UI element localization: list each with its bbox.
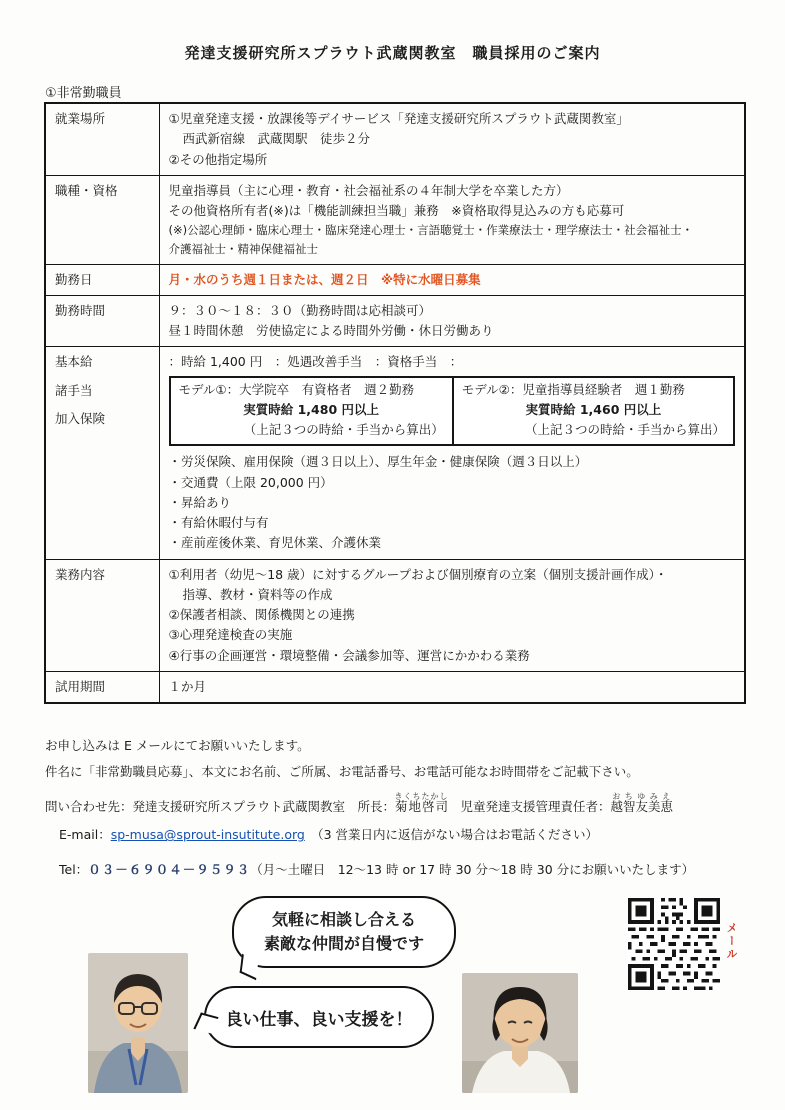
salary-bullet-2: ・交通費（上限 20,000 円）: [168, 474, 333, 490]
salary-bullet-1: ・労災保険、雇用保険（週３日以上）、厚生年金・健康保険（週３日以上）: [168, 454, 588, 470]
qr-label: メール: [725, 922, 738, 961]
wage-model-2-note: （上記３つの時給・手当から算出）: [524, 422, 725, 437]
wage-model-2-title: モデル②：児童指導員経験者 週１勤務: [461, 381, 685, 397]
tel-label: Tel：: [59, 862, 89, 877]
duties-line-1: ①利用者（幼児～18 歳）に対するグループおよび個別療育の立案（個別支援計画作成）・: [168, 566, 668, 582]
workplace-line-3: ②その他指定場所: [168, 151, 268, 167]
workhours-line-1: ９：３０～１８：３０（勤務時間は応相談可）: [168, 302, 432, 318]
email-line: [45, 826, 747, 845]
workhours-line-2: 昼１時間休憩 労使協定による時間外労働・休日労働あり: [168, 323, 494, 338]
director-furigana: きくちたかし: [394, 791, 449, 801]
table-row-salary: [45, 347, 745, 559]
wage-model-1: [171, 378, 452, 445]
workdays-cell: [159, 264, 745, 295]
male-staff-illustration: [88, 953, 188, 1093]
apply-instruction: お申し込みは E メールにてお願いいたします。: [45, 738, 310, 753]
wage-model-1-note: （上記３つの時給・手当から算出）: [243, 422, 444, 437]
table-row-trial: [45, 671, 745, 703]
speech-bubble-motto: [204, 986, 434, 1048]
duties-line-2: 指導、教材・資料等の作成: [182, 586, 333, 602]
salary-bullet-4: ・有給休暇付与有: [168, 515, 269, 530]
duties-line-4: ③心理発達検査の実施: [168, 627, 293, 643]
bubble2-text: 良い仕事、良い支援を！: [225, 1009, 413, 1030]
table-row-jobtype: [45, 175, 745, 264]
inquiry-line: [45, 792, 747, 817]
contact-footer: [45, 737, 747, 887]
tel-number: ０３－６９０４－９５９３: [88, 862, 251, 877]
row-header-salary: [45, 347, 159, 559]
mail-subject-instruction: 件名に「非常勤職員応募」、本文にお名前、ご所属、お電話番号、お電話可能なお時間帯をご記載下さい。: [45, 763, 639, 779]
trial-cell: １か月: [159, 671, 745, 703]
qr-code: [628, 898, 720, 990]
wage-model-1-wage: 実質時給 1,480 円以上: [243, 401, 379, 417]
salary-cell: [159, 347, 745, 559]
section-label-part-time: ①非常勤職員: [45, 86, 122, 101]
duties-line-3: ②保護者相談、関係機関との連携: [168, 607, 355, 622]
jobtype-line-4: 介護福祉士・精神保健福祉士: [168, 241, 318, 256]
table-row-workplace: [45, 103, 745, 175]
email-link[interactable]: sp-musa@sprout-insutitute.org: [110, 827, 305, 843]
female-staff-illustration: [462, 973, 578, 1093]
workplace-cell: [159, 103, 745, 175]
jobtype-line-1: 児童指導員（主に心理・教育・社会福祉系の４年制大学を卒業した方）: [168, 182, 569, 198]
salary-header-insurance: 加入保険: [55, 410, 106, 426]
director-name: 菊地啓司きくちたかし: [394, 791, 449, 814]
staff-photo-male: [88, 953, 188, 1093]
workhours-cell: [159, 295, 745, 347]
row-header-jobtype: 職種・資格: [45, 175, 159, 264]
jobtype-line-2: その他資格所有者(※)は「機能訓練担当職」兼務 ※資格取得見込みの方も応募可: [168, 203, 625, 218]
salary-bullet-3: ・昇給あり: [168, 494, 232, 510]
email-note: （3 営業日内に返信がない場合はお電話ください）: [304, 827, 599, 843]
salary-header-base: 基本給: [55, 354, 93, 370]
workplace-line-1: ①児童発達支援・放課後等デイサービス「発達支援研究所スプラウト武蔵関教室」: [168, 111, 629, 126]
duties-cell: [159, 559, 745, 671]
wage-model-box: [169, 376, 736, 447]
wage-model-2-wage: 実質時給 1,460 円以上: [525, 401, 662, 417]
workdays-highlight-text: 月・水のうち週１日または、週２日 ※特に水曜日募集: [168, 271, 481, 287]
manager-name: 越智友美恵おちゆみえ: [610, 791, 674, 814]
jobtype-cell: [159, 175, 745, 264]
inquiry-middle: 児童発達支援管理責任者：: [448, 798, 611, 814]
row-header-trial: 試用期間: [45, 671, 159, 703]
page-title: 発達支援研究所スプラウト武蔵関教室 職員採用のご案内: [184, 44, 601, 62]
row-header-duties: 業務内容: [45, 559, 159, 671]
inquiry-prefix: 問い合わせ先：発達支援研究所スプラウト武蔵関教室 所長：: [45, 798, 396, 814]
bubble1-line2: 素敵な仲間が自慢です: [263, 934, 424, 953]
qr-code-graphic: [628, 898, 720, 990]
job-info-table: [44, 102, 746, 704]
duties-line-5: ④行事の企画運営・環境整備・会議参加等、運営にかかわる業務: [168, 647, 530, 663]
manager-furigana: おちゆみえ: [610, 791, 674, 801]
row-header-workplace: 就業場所: [45, 103, 159, 175]
table-row-duties: [45, 559, 745, 671]
bubble1-line1: 気軽に相談し合える: [271, 910, 416, 929]
table-row-workhours: [45, 295, 745, 347]
table-row-workdays: [45, 264, 745, 295]
salary-bullet-5: ・産前産後休業、育児休業、介護休業: [168, 535, 382, 551]
tel-note: （月～土曜日 12～13 時 or 17 時 30 分～18 時 30 分にお願いいたします）: [250, 862, 695, 877]
row-header-workdays: 勤務日: [45, 264, 159, 295]
speech-bubble-team: [232, 896, 456, 968]
salary-pay-line: ：時給 1,400 円 ：処遇改善手当 ：資格手当 ：: [168, 354, 463, 370]
salary-header-allowance: 諸手当: [55, 382, 93, 398]
wage-model-1-title: モデル①：大学院卒 有資格者 週２勤務: [178, 381, 415, 397]
row-header-workhours: 勤務時間: [45, 295, 159, 347]
email-label: E-mail：: [59, 827, 111, 843]
workplace-line-2: 西武新宿線 武蔵関駅 徒歩２分: [182, 131, 371, 147]
tel-line: [45, 861, 747, 880]
wage-model-2: [452, 378, 733, 445]
jobtype-line-3: (※)公認心理師・臨床心理士・臨床発達心理士・言語聴覚士・作業療法士・理学療法士・社会福祉士・: [168, 223, 694, 238]
staff-photo-female: [462, 973, 578, 1093]
